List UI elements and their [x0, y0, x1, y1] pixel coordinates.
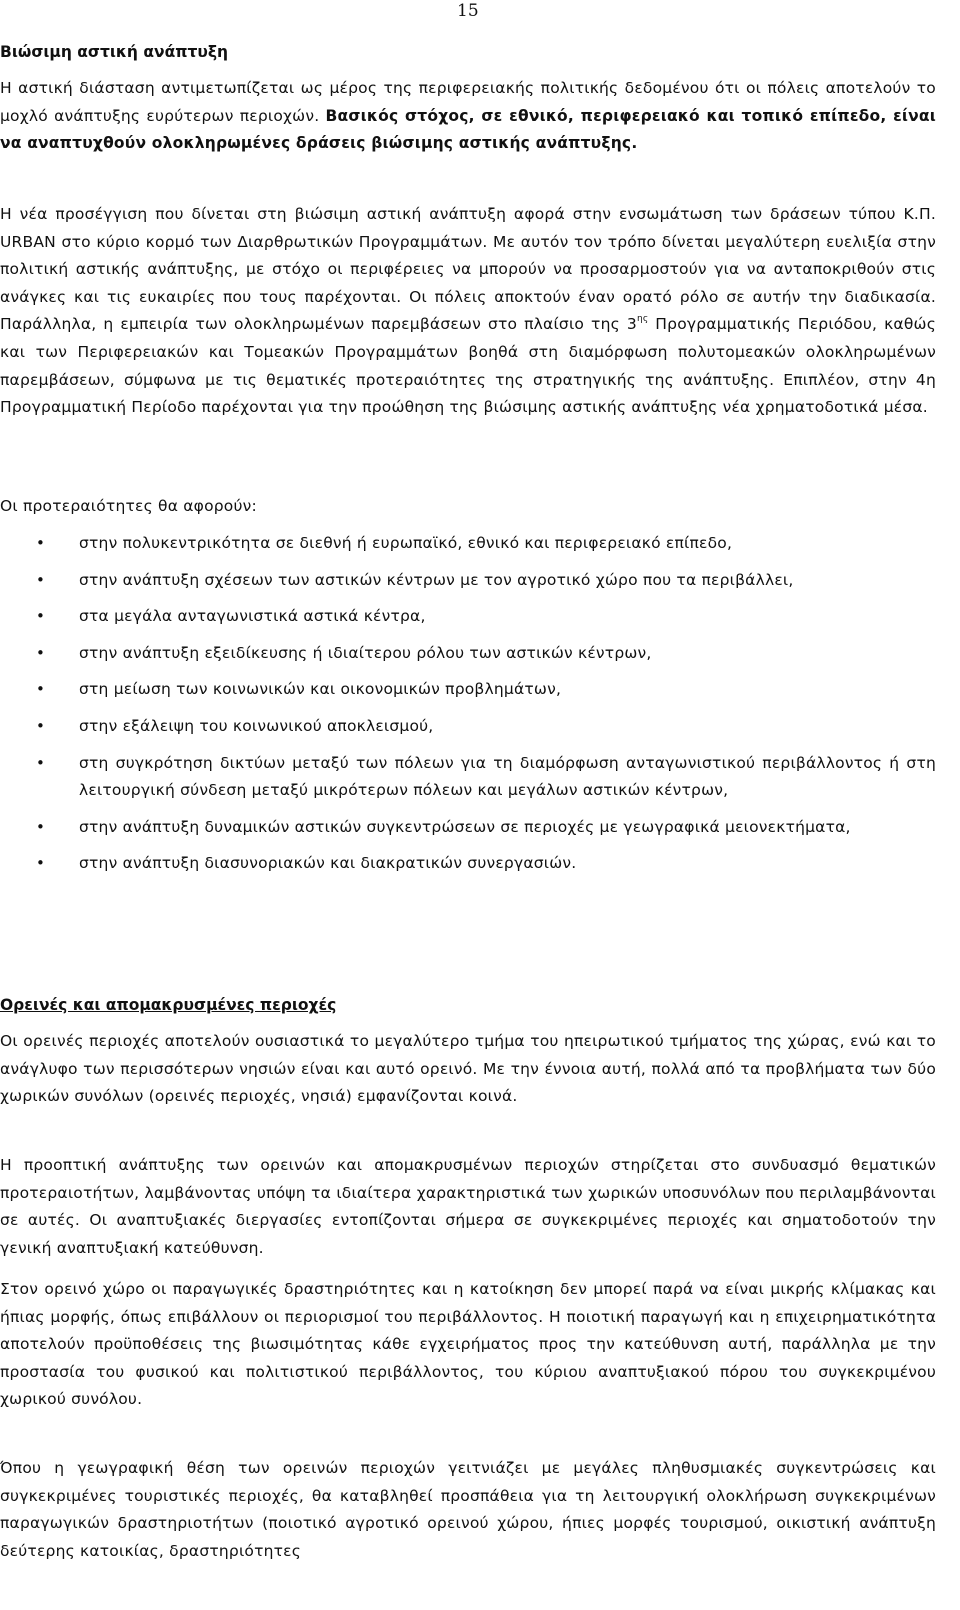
paragraph-text: Η νέα προσέγγιση που δίνεται στη βιώσιμη αστική ανάπτυξη αφορά στην ενσωμάτωση των δράσεων τύπου Κ.Π. URBAN στο κύριο κορμό των Διαρθρωτικών Προγραμμάτων. Με αυτόν τον τρόπο δίνεται μεγαλύτερη ευελιξία στην πολιτική αστικής ανάπτυξης, με στόχο οι περιφέρειες να μπορούν να προσαρμοστούν για να ανταποκριθούν στις ανάγκες και τις ευκαιρίες που τους παρέχονται. Οι πόλεις αποκτούν έναν ορατό ρόλο σε αυτήν την διαδικασία. Παράλληλα, η εμπειρία των ολοκληρωμένων παρεμβάσεων στο πλαίσιο της 3 — [0, 205, 936, 334]
paragraph-mountain-4 — [0, 1455, 936, 1565]
list-item-text: στη μείωση των κοινωνικών και οικονομικών προβλημάτων, — [79, 680, 562, 699]
list-item-text: στα μεγάλα ανταγωνιστικά αστικά κέντρα, — [79, 607, 426, 626]
bullet-icon: • — [36, 817, 46, 836]
bullet-icon: • — [36, 534, 46, 552]
paragraph-mountain-2 — [0, 1152, 936, 1262]
bullet-icon: • — [36, 753, 46, 772]
list-item-text: στη συγκρότηση δικτύων μεταξύ των πόλεων για τη διαμόρφωση ανταγωνιστικού περιβάλλοντος ή στη λειτουργική σύνδεση μεταξύ μικρότερων πόλεων και μεγάλων αστικών κέντρων, — [79, 753, 936, 800]
bullet-icon: • — [36, 680, 46, 699]
section-heading-sustainable-urban-development: Βιώσιμη αστική ανάπτυξη — [0, 43, 229, 61]
list-item — [0, 640, 936, 668]
superscript-ordinal: ης — [636, 314, 649, 325]
paragraph-urban-approach — [0, 201, 936, 422]
bullet-icon: • — [36, 716, 46, 735]
list-item — [0, 603, 936, 631]
list-item-text: στην εξάλειψη του κοινωνικού αποκλεισμού, — [79, 716, 434, 735]
paragraph-bold-text: Βασικός στόχος, σε εθνικό, περιφερειακό και τοπικό επίπεδο, είναι να αναπτυχθούν ολοκληρωμένες δράσεις βιώσιμης αστικής ανάπτυξης. — [0, 106, 937, 153]
bullet-icon: • — [36, 570, 46, 589]
list-item — [0, 530, 936, 558]
priorities-list — [0, 530, 936, 878]
list-item-text: στην ανάπτυξη διασυνοριακών και διακρατικών συνεργασιών. — [79, 854, 577, 873]
list-item — [0, 567, 936, 595]
list-item — [0, 814, 936, 842]
bullet-icon: • — [36, 607, 46, 626]
page-number: 15 — [457, 1, 479, 21]
bullet-icon: • — [36, 643, 46, 662]
list-item-text: στην ανάπτυξη εξειδίκευσης ή ιδιαίτερου ρόλου των αστικών κέντρων, — [79, 643, 652, 662]
paragraph-urban-intro — [0, 75, 936, 158]
priorities-intro-text: Οι προτεραιότητες θα αφορούν: — [0, 497, 257, 515]
list-item — [0, 850, 936, 878]
list-item-text: στην ανάπτυξη δυναμικών αστικών συγκεντρώσεων σε περιοχές με γεωγραφικά μειονεκτήματα, — [79, 817, 851, 836]
paragraph-text: Όπου η γεωγραφική θέση των ορεινών περιοχών γειτνιάζει με μεγάλες πληθυσμιακές συγκεντρώσεις και συγκεκριμένες τουριστικές περιοχές, θα καταβληθεί προσπάθεια για τη λειτουργική ολοκλήρωση συγκεκριμένων παραγωγικών δραστηριοτήτων (ποιοτικό αγροτικό ορεινού χώρου, ήπιες μορφές τουρισμού, οικιστική ανάπτυξη δεύτερης κατοικίας, δραστηριότητες — [0, 1459, 936, 1560]
paragraph-text: Η προοπτική ανάπτυξης των ορεινών και απομακρυσμένων περιοχών στηρίζεται στο συνδυασμό θεματικών προτεραιοτήτων, λαμβάνοντας υπόψη τα ιδιαίτερα χαρακτηριστικά των χωρικών υποσυνόλων που περιλαμβάνονται σε αυτές. Οι αναπτυξιακές διεργασίες εντοπίζονται σήμερα σε συγκεκριμένες περιοχές και σηματοδοτούν την γενική αναπτυξιακή κατεύθυνση. — [0, 1156, 936, 1257]
list-item — [0, 750, 936, 805]
paragraph-text: Στον ορεινό χώρο οι παραγωγικές δραστηριότητες και η κατοίκηση δεν μπορεί παρά να είναι μικρής κλίμακας και ήπιας μορφής, όπως επιβάλλουν οι περιορισμοί του περιβάλλοντος. Η ποιοτική παραγωγή και η επιχειρηματικότητα αποτελούν προϋποθέσεις της βιωσιμότητας κάθε εγχειρήματος προς την κατεύθυνση αυτή, παράλληλα με την προστασία του φυσικού και πολιτιστικού περιβάλλοντος, του κύριου αναπτυξιακού πόρου του συγκεκριμένου χωρικού συνόλου. — [0, 1280, 936, 1409]
section-heading-mountain-remote-areas: Ορεινές και απομακρυσμένες περιοχές — [0, 996, 337, 1014]
priorities-intro — [0, 493, 936, 521]
paragraph-text: Η αστική διάσταση αντιμετωπίζεται ως μέρος της περιφερειακής πολιτικής δεδομένου ότι οι πόλεις αποτελούν το μοχλό ανάπτυξης ευρύτερων περιοχών. — [0, 79, 936, 125]
list-item-text: στην ανάπτυξη σχέσεων των αστικών κέντρων με τον αγροτικό χώρο που τα περιβάλλει, — [79, 570, 794, 589]
list-item — [0, 713, 936, 741]
paragraph-mountain-3 — [0, 1276, 936, 1414]
bullet-icon: • — [36, 854, 46, 873]
paragraph-text: Προγραμματικής Περιόδου, καθώς και των Περιφερειακών και Τομεακών Προγραμμάτων βοηθά στη διαμόρφωση πολυτομεακών ολοκληρωμένων παρεμβάσεων, σύμφωνα με τις θεματικές προτεραιότητες της στρατηγικής της ανάπτυξης. Επιπλέον, στην 4η Προγραμματική Περίοδο παρέχονται για την προώθηση της βιώσιμης αστικής ανάπτυξης νέα χρηματοδοτικά μέσα. — [0, 315, 936, 417]
paragraph-text: Οι ορεινές περιοχές αποτελούν ουσιαστικά το μεγαλύτερο τμήμα του ηπειρωτικού τμήματος της χώρας, ενώ και το ανάγλυφο των περισσότερων νησιών είναι και αυτό ορεινό. Με την έννοια αυτή, πολλά από τα προβλήματα των δύο χωρικών συνόλων (ορεινές περιοχές, νησιά) εμφανίζονται κοινά. — [0, 1032, 936, 1106]
paragraph-mountain-1 — [0, 1028, 936, 1111]
list-item — [0, 676, 936, 704]
list-item-text: στην πολυκεντρικότητα σε διεθνή ή ευρωπαϊκό, εθνικό και περιφερειακό επίπεδο, — [79, 534, 733, 552]
